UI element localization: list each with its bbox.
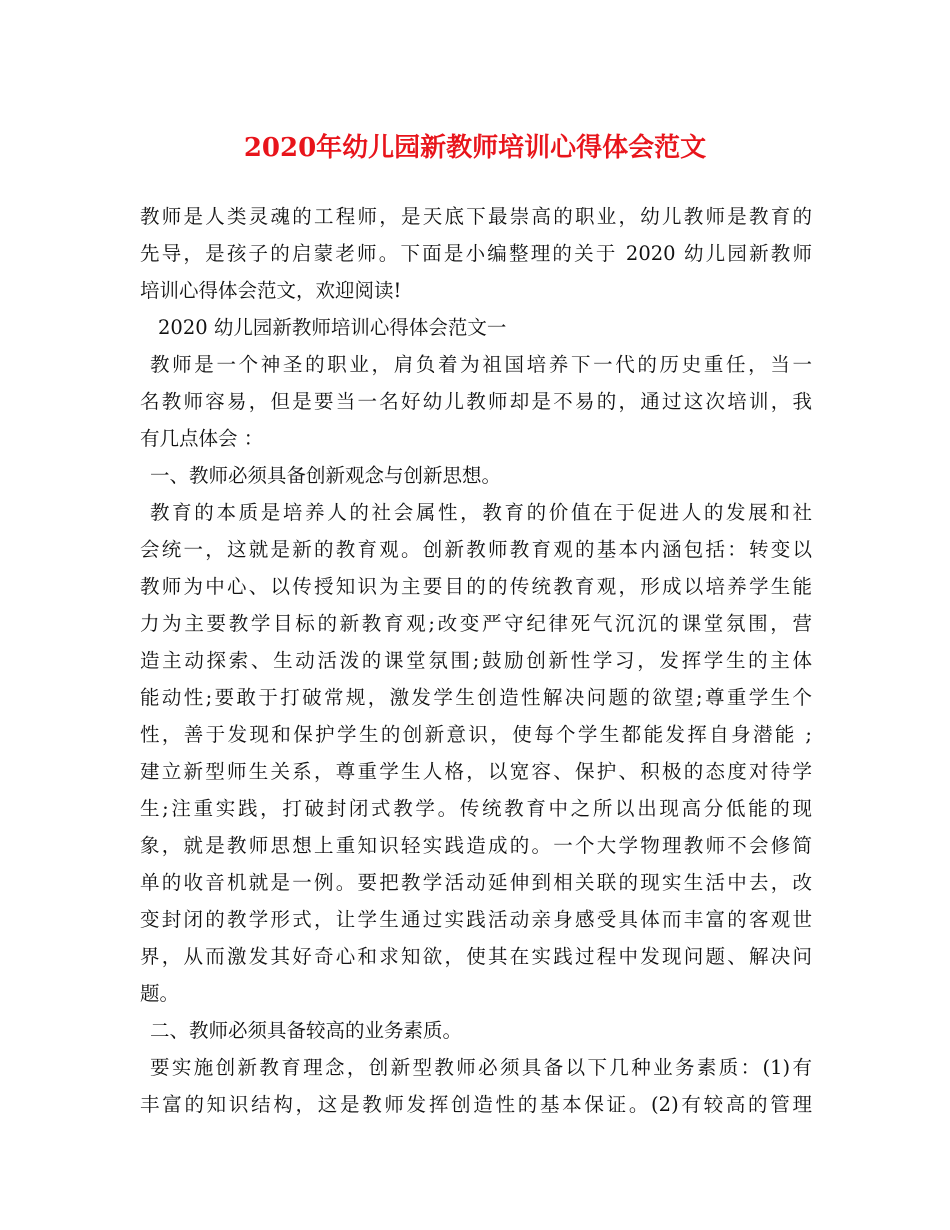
body-line: 教师是人类灵魂的工程师，是天底下最崇高的职业，幼儿教师是教育的 [140, 205, 812, 228]
numbered-heading: 一、教师必须具备创新观念与创新思想。 [150, 464, 502, 487]
body-line: 会统一，这就是新的教育观。创新教师教育观的基本内涵包括：转变以 [140, 538, 812, 561]
numbered-heading: 二、教师必须具备较高的业务素质。 [150, 1019, 463, 1042]
body-line: 教育的本质是培养人的社会属性，教育的价值在于促进人的发展和社 [150, 501, 812, 524]
body-line: 变封闭的教学形式，让学生通过实践活动亲身感受具体而丰富的客观世 [140, 908, 812, 931]
body-line: 建立新型师生关系，尊重学生人格，以宽容、保护、积极的态度对待学 [140, 760, 812, 783]
body-line: 能动性;要敢于打破常规，激发学生创造性解决问题的欲望;尊重学生个 [140, 686, 812, 709]
body-line: 教师为中心、以传授知识为主要目的的传统教育观，形成以培养学生能 [140, 575, 812, 598]
body-line: 题。 [140, 982, 180, 1005]
body-line: 有几点体会 ： [140, 427, 264, 450]
body-line: 性，善于发现和保护学生的创新意识，使每个学生都能发挥自身潜能 ; [140, 723, 812, 746]
body-line: 先导，是孩子的启蒙老师。下面是小编整理的关于 2020 幼儿园新教师 [140, 242, 812, 265]
body-line: 力为主要教学目标的新教育观;改变严守纪律死气沉沉的课堂氛围，营 [140, 612, 812, 635]
section-heading: 2020 幼儿园新教师培训心得体会范文一 [158, 316, 507, 339]
body-line: 界，从而激发其好奇心和求知欲，使其在实践过程中发现问题、解决问 [140, 945, 812, 968]
body-line: 造主动探索、生动活泼的课堂氛围;鼓励创新性学习，发挥学生的主体 [140, 649, 812, 672]
body-line: 生;注重实践，打破封闭式教学。传统教育中之所以出现高分低能的现 [140, 797, 812, 820]
body-line: 要实施创新教育理念，创新型教师必须具备以下几种业务素质：(1)有 [150, 1056, 812, 1079]
body-line: 培训心得体会范文，欢迎阅读! [140, 279, 402, 302]
body-line: 单的收音机就是一例。要把教学活动延伸到相关联的现实生活中去，改 [140, 871, 812, 894]
document-body [140, 198, 812, 1123]
body-line: 教师是一个神圣的职业，肩负着为祖国培养下一代的历史重任，当一 [150, 353, 812, 376]
document-title: 2020年幼儿园新教师培训心得体会范文 [243, 133, 707, 163]
body-line: 丰富的知识结构，这是教师发挥创造性的基本保证。(2)有较高的管理 [140, 1093, 812, 1116]
body-line: 名教师容易，但是要当一名好幼儿教师却是不易的，通过这次培训，我 [140, 390, 812, 413]
body-line: 象，就是教师思想上重知识轻实践造成的。一个大学物理教师不会修简 [140, 834, 812, 857]
